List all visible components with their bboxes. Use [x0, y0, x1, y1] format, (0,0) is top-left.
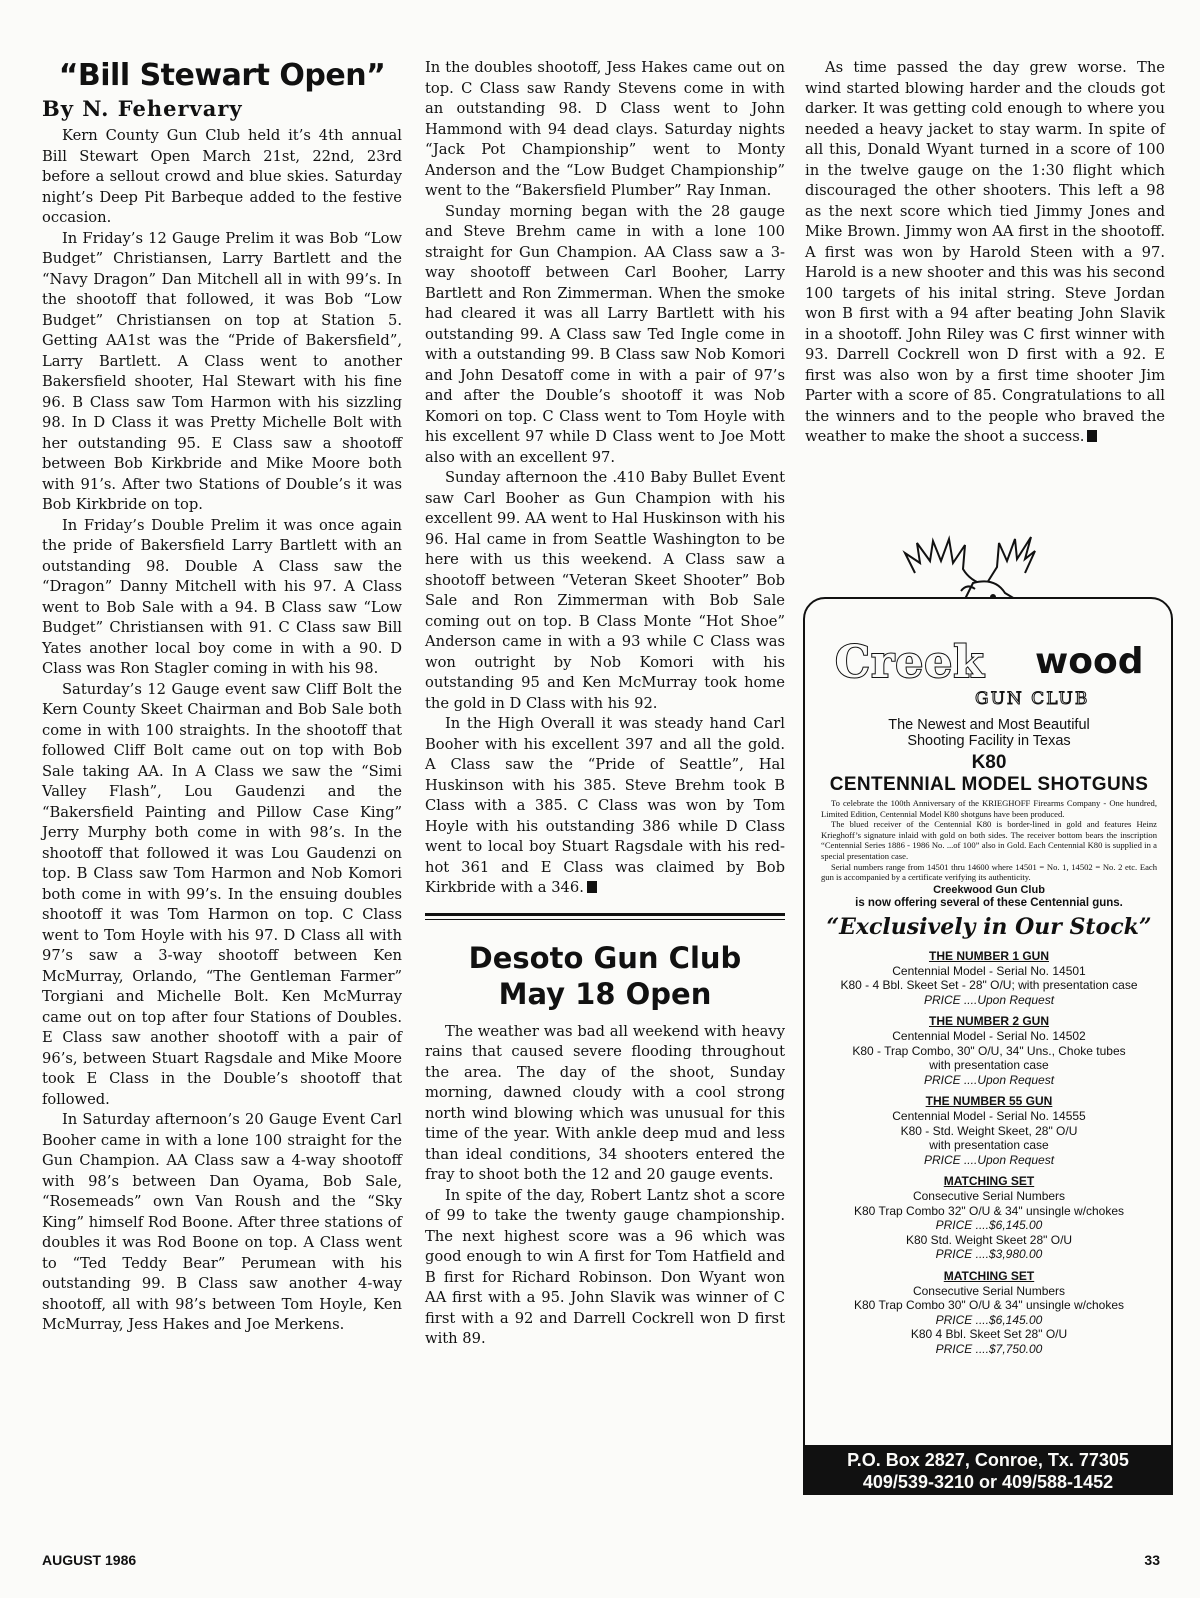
gun-price: PRICE ....Upon Request	[923, 1072, 1055, 1087]
set-detail: Consecutive Serial Numbers	[912, 1189, 1066, 1204]
address: P.O. Box 2827, Conroe, Tx. 77305	[847, 1450, 1129, 1470]
article-paragraph: The weather was bad all weekend with heavy rains that caused severe flooding throughout the area. The day of the shoot, Sunday morning, dawned cloudy with a cool strong north wind blowing which was unusual for this time of the year. With ankle deep mud and less than ideal conditions, 34 shooters entered the fray to shoot both the 12 and 20 gauge events.	[425, 1022, 785, 1183]
gun-heading: THE NUMBER 2 GUN	[928, 1014, 1049, 1029]
gun-detail: K80 - 4 Bbl. Skeet Set - 28" O/U; with presentation case	[840, 978, 1138, 993]
end-mark-icon	[587, 881, 597, 893]
gun-detail: Centennial Model - Serial No. 14502	[892, 1029, 1086, 1044]
issue-date: AUGUST 1986	[42, 1552, 137, 1568]
end-mark-icon	[1087, 430, 1097, 442]
section-divider	[425, 913, 785, 920]
page-number: 33	[1144, 1552, 1160, 1568]
set-price: PRICE ....$7,750.00	[935, 1341, 1043, 1356]
article-paragraph: Sunday morning began with the 28 gauge and Steve Brehm came in with a lone 100 straight for Gun Champion. AA Class saw a 3-way shootoff between Carl Booher, Larry Bartlett and Ron Zimmerman. When the smoke had cleared it was all Larry Bartlett with his outstanding 99. A Class saw Ted Ingle come in with a outstanding 99. B Class saw Nob Komori and John Desatoff come in with a pair of 97’s and after the Double’s shootoff it was Nob Komori on top. C Class went to Tom Hoyle with his excellent 97 while D Class went to Joe Mott also with an excellent 97.	[425, 202, 785, 466]
gun-detail: Centennial Model - Serial No. 14555	[892, 1109, 1086, 1124]
offer-line: is now offering several of these Centennial guns.	[855, 896, 1123, 909]
article-paragraph: In spite of the day, Robert Lantz shot a score of 99 to take the twenty gauge championship. The next highest score was a 96 which was good enough to win A first for Tom Hatfield and B first for Richard Robinson. Don Wyant won AA first with a 95. John Slavik was winner of C first with a 92 and Darrell Cockrell won D first with 89.	[425, 1186, 785, 1347]
fine-print-paragraph: The blued receiver of the Centennial K80 is border-lined in gold and features Heinz Krieghoff’s signature inlaid with gold on both sides. The receiver bottom bears the inscription “Centennial Series 1886 - 1986 No. ...of 100” also in Gold. Each Centennial K80 is supplied in a special presentation case.	[821, 819, 1157, 861]
phone-numbers: 409/539-3210 or 409/588-1452	[862, 1472, 1114, 1492]
set-price: PRICE ....$6,145.00	[935, 1218, 1043, 1233]
ad-body	[815, 717, 1163, 1356]
column-3	[805, 58, 1165, 448]
article-paragraph: In Friday’s Double Prelim it was once again the pride of Bakersfield Larry Bartlett with an outstanding 98. Double A Class saw the “Dragon” Danny Mitchell with his 97. A Class went to Bob Sale with a 94. B Class saw “Low Budget” Christiansen with 91. C Class saw Bill Yates another local boy come in with a 90. D Class was Ron Stagler coming in with his 98.	[42, 516, 402, 677]
gun-heading: THE NUMBER 1 GUN	[928, 948, 1049, 963]
article-paragraph: In the doubles shootoff, Jess Hakes came out on top. C Class saw Randy Stevens come in with an outstanding 98. D Class went to John Hammond with 94 dead clays. Saturday nights “Jack Pot Championship” went to Monty Anderson and the “Low Budget Championship” went to the “Bakersfield Plumber” Ray Inman.	[425, 59, 785, 199]
article-paragraph: Sunday afternoon the .410 Baby Bullet Event saw Carl Booher as Gun Champion with his excellent 99. AA went to Hal Huskinson with his 96. Hal came in from Seattle Washington to be here with us this weekend. A Class saw a shootoff between “Veteran Skeet Shooter” Bob Sale and Ron Zimmerman with Bob Sale coming out on top. B Class Monte “Hot Shoe” Anderson came in with a 93 while C Class was won outright by Nob Komori with his outstanding 95 and Ken McMurray took home the gold in D Class with his 92.	[425, 469, 785, 712]
title-line: Desoto Gun Club	[468, 940, 742, 975]
paragraph-text: As time passed the day grew worse. The wind started blowing harder and the clouds got darker. It was getting cold enough to where you needed a heavy jacket to stay warm. In spite of all this, Donald Wyant turned in a score of 100 in the twelve gauge on the 1:30 flight which discouraged the other shooters. This left a 98 as the next score which tied Jimmy Jones and Mike Brown. Jimmy won AA first in the shootoff. A first was won by Harold Steen with a 97. Harold is a new shooter and this was his second 100 targets of his inital string. Steve Jordan won B first with a 94 after beating John Slavik in a shootoff. John Riley was C first winner with 93. Darrell Cockrell won D first with a 92. E first was also won by a first time shooter Jim Parter with a score of 85. Congratulations to all the winners and to the people who braved the weather to make the shoot a success.	[805, 59, 1165, 445]
logo-text: Creek	[835, 637, 985, 688]
matching-set-listing	[815, 1269, 1163, 1357]
gun-listing	[815, 949, 1163, 1008]
tagline: The Newest and Most Beautiful	[888, 717, 1090, 733]
logo-text: wood	[1035, 641, 1144, 682]
matching-set-listing	[815, 1174, 1163, 1262]
article-paragraph: Kern County Gun Club held it’s 4th annual Bill Stewart Open March 21st, 22nd, 23rd before a sellout crowd and blue skies. Saturday night’s Deep Pit Barbeque added to the festive occasion.	[42, 127, 402, 226]
fine-print	[815, 796, 1163, 883]
article-title-bill-stewart-open: “Bill Stewart Open”	[58, 58, 386, 93]
gun-listing	[815, 1014, 1163, 1087]
exclusive-banner: “Exclusively in Our Stock”	[826, 913, 1152, 940]
fine-print-paragraph: Serial numbers range from 14501 thru 14600 where 14501 = No. 1, 14502 = No. 2 etc. Each gun is accompanied by a certificate verifying its authenticity.	[821, 861, 1157, 883]
article-byline: By N. Fehervary	[42, 96, 243, 121]
gun-detail: K80 - Std. Weight Skeet, 28" O/U	[900, 1123, 1078, 1138]
gun-detail: Centennial Model - Serial No. 14501	[892, 963, 1086, 978]
set-detail: Consecutive Serial Numbers	[912, 1283, 1066, 1298]
set-price: PRICE ....$6,145.00	[935, 1312, 1043, 1327]
gun-detail: with presentation case	[929, 1138, 1049, 1153]
article-paragraph-final	[805, 58, 1165, 448]
gun-price: PRICE ....Upon Request	[923, 992, 1055, 1007]
set-heading: MATCHING SET	[943, 1174, 1035, 1189]
ad-headline: CENTENNIAL MODEL SHOTGUNS	[829, 774, 1149, 795]
fine-print-paragraph: To celebrate the 100th Anniversary of the KRIEGHOFF Firearms Company - One hundred, Limited Edition, Centennial Model K80 shotguns have been produced.	[821, 798, 1157, 819]
title-line: May 18 Open	[498, 976, 712, 1011]
gun-detail: K80 - Trap Combo, 30" O/U, 34" Uns., Choke tubes	[852, 1043, 1126, 1058]
article-paragraph: In Friday’s 12 Gauge Prelim it was Bob “Low Budget” Christiansen, Larry Bartlett and the “Navy Dragon” Dan Mitchell all in with 99’s. In the shootoff that followed, it was Bob “Low Budget” Christiansen on top at Station 5. Getting AA1st was the “Pride of Bakersfield”, Larry Bartlett. A Class went to another Bakersfield shooter, Hal Stewart with his fine 96. B Class saw Tom Harmon with his sizzling 98. In D Class it was Pretty Michelle Bolt with her outstanding 95. E Class saw a shootoff between Bob Kirkbride and Mike Moore both with 91’s. After two Stations of Double’s it was Bob Kirkbride on top.	[42, 229, 402, 513]
tagline: Shooting Facility in Texas	[907, 733, 1071, 749]
ad-frame	[803, 597, 1173, 1495]
gun-detail: with presentation case	[929, 1058, 1049, 1073]
paragraph-text: In the High Overall it was steady hand Carl Booher with his excellent 397 and all the gold. A Class saw the “Pride of Seattle”, Hal Huskinson with his 385. Steve Brehm took B Class with a 385. C Class was won by Tom Hoyle with his outstanding 386 while D Class went to local boy Stuart Ragsdale with his red-hot 361 and E Class was claimed by Bob Kirkbride with a 346.	[425, 715, 785, 896]
logo-subtext: GUN CLUB	[975, 689, 1090, 709]
gun-heading: THE NUMBER 55 GUN	[925, 1094, 1053, 1109]
model-name: K80	[971, 752, 1007, 773]
offer-line: Creekwood Gun Club	[933, 883, 1045, 896]
article-paragraph-final	[425, 714, 785, 899]
set-price: PRICE ....$3,980.00	[935, 1247, 1043, 1262]
creekwood-advertisement	[803, 533, 1173, 1495]
set-detail: K80 Trap Combo 32" O/U & 34" unsingle w/chokes	[854, 1203, 1124, 1218]
creekwood-logo	[835, 637, 1145, 709]
article-title-desoto	[425, 940, 785, 1012]
column-1	[42, 58, 402, 1336]
set-heading: MATCHING SET	[943, 1268, 1035, 1283]
contact-bar	[803, 1445, 1173, 1495]
set-detail: K80 4 Bbl. Skeet Set 28" O/U	[910, 1327, 1068, 1342]
article-paragraph: In Saturday afternoon’s 20 Gauge Event Carl Booher came in with a lone 100 straight for the Gun Champion. AA Class saw a 4-way shootoff with 98’s between Dan Oyama, Bob Sale, “Rosemeads” own Van Roush and the “Sky King” himself Rod Boone. After three stations of doubles it was Rod Boone on top. A Class went to “Ted Teddy Bear” Perumean with his outstanding 99. B Class saw another 4-way shootoff, all with 98’s between Tom Hoyle, Ken McMurray, Jess Hakes and Joe Merkens.	[42, 1111, 402, 1333]
set-detail: K80 Std. Weight Skeet 28" O/U	[905, 1232, 1073, 1247]
set-detail: K80 Trap Combo 30" O/U & 34" unsingle w/chokes	[854, 1298, 1124, 1313]
gun-price: PRICE ....Upon Request	[923, 1152, 1055, 1167]
article-paragraph: Saturday’s 12 Gauge event saw Cliff Bolt the Kern County Skeet Chairman and Bob Sale both come in with 100 straights. In the shootoff that followed Cliff Bolt came out on top with Bob Sale taking AA. In A Class we saw the “Simi Valley Flash”, Lou Gaudenzi and the “Bakersfield Painting and Pillow Case King” Jerry Murphy both come in with 98’s. In the shootoff that followed it was Lou Gaudenzi on top. B Class saw Tom Harmon and Nob Komori both come in with 99’s. In the ensuing doubles shootoff it was Tom Harmon on top. C Class went to Tom Hoyle with his 97. D Class all with 97’s saw a 3-way shootoff between Ken McMurray, Orlando, “The Gentleman Farmer” Torgiani and Michelle Bolt. Ken McMurray came out on top after four Stations of Doubles. E Class saw another shootoff with a pair of 96’s, between Stuart Ragsdale and Mike Moore took E Class in the Double’s shootoff that followed.	[42, 680, 402, 1108]
column-2	[425, 58, 785, 1350]
gun-listing	[815, 1094, 1163, 1167]
